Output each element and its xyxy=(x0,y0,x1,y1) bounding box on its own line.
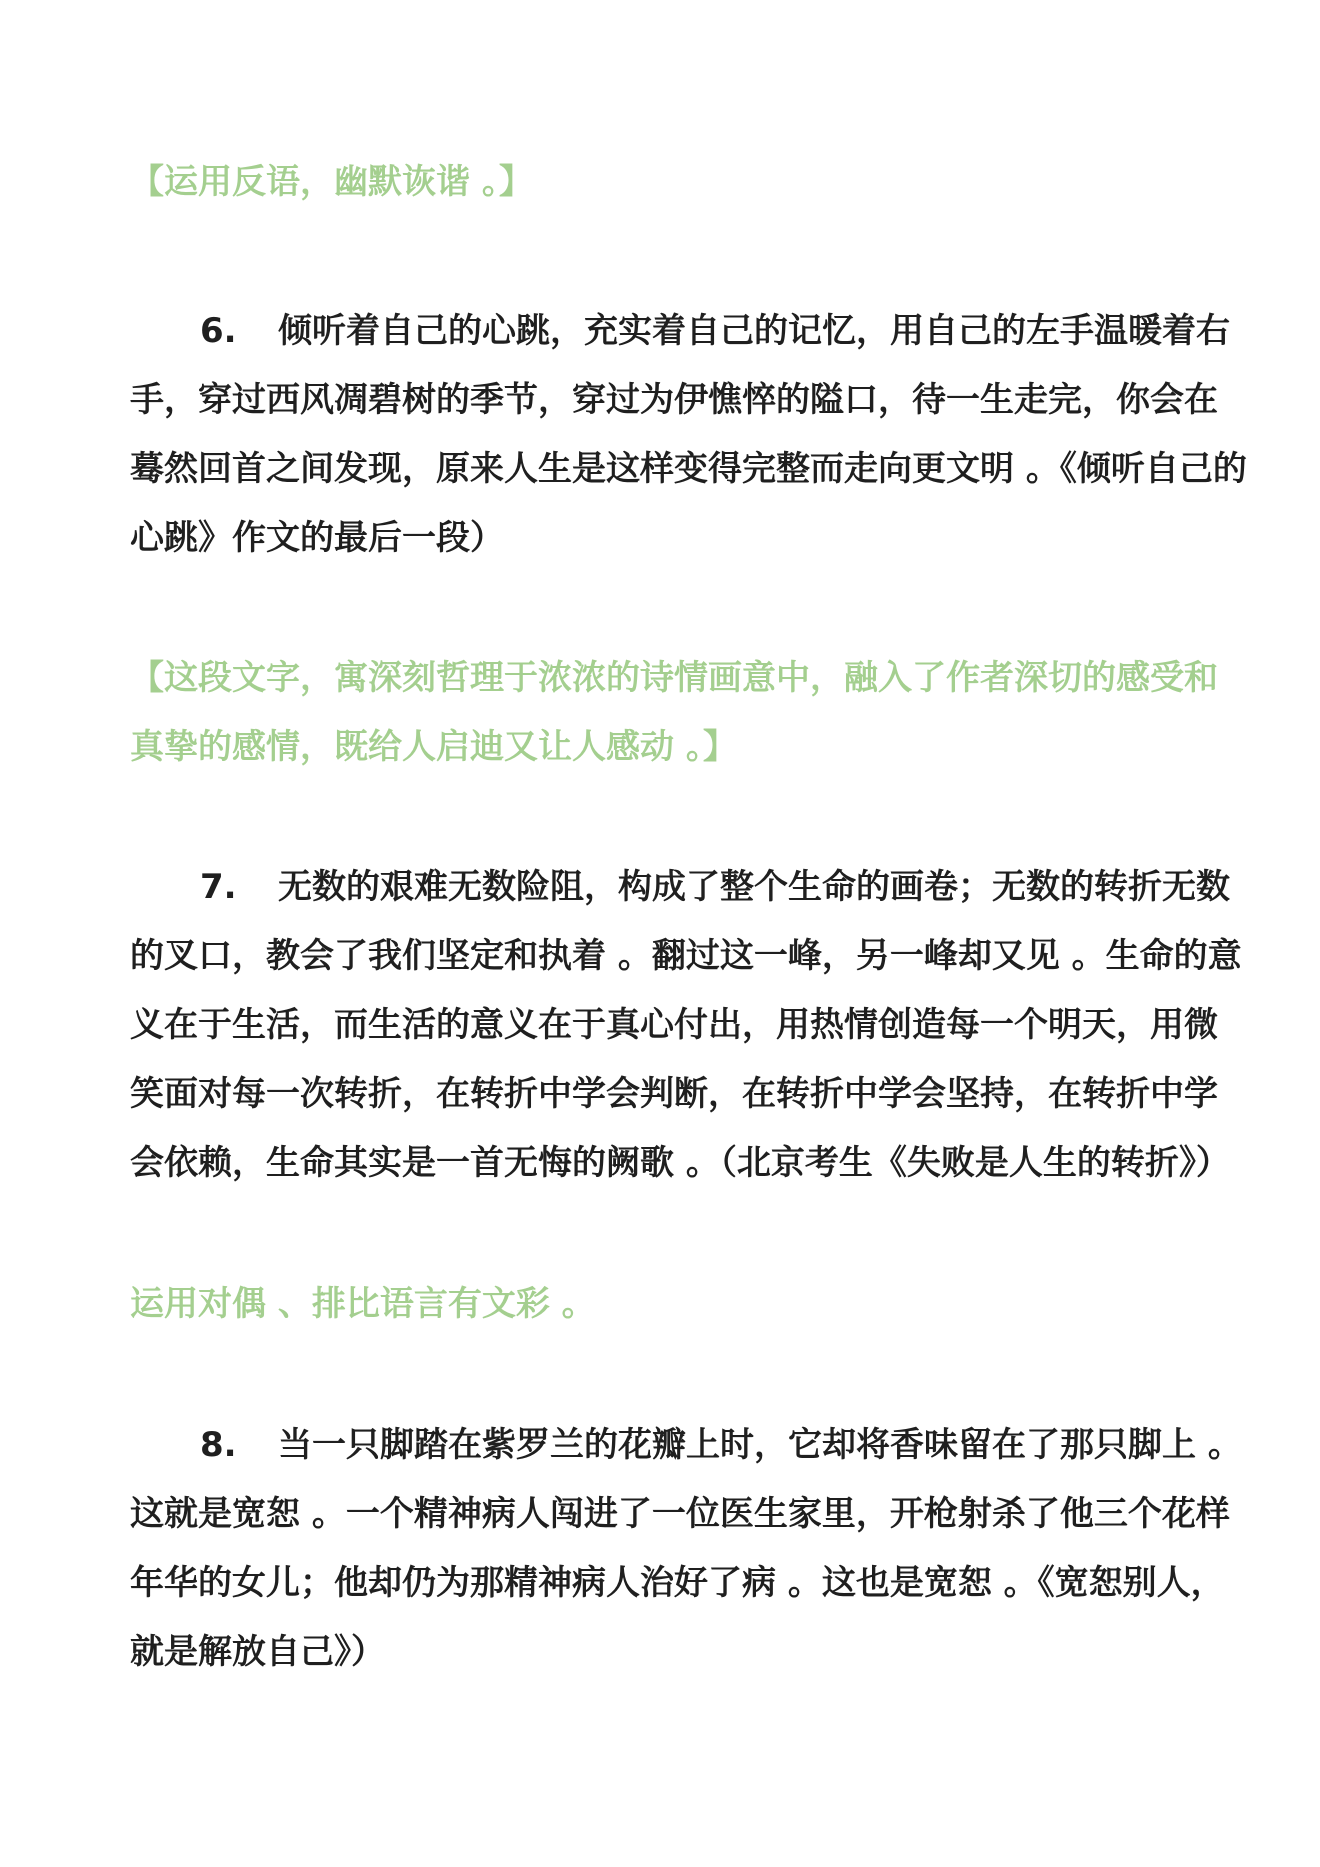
comment-philosophy-poetic: 【这段文字，寓深刻哲理于浓浓的诗情画意中，融入了作者深切的感受和真挚的感情，既给人启迪又让人感动 。】 xyxy=(130,658,1218,767)
paragraph-text: 倾听着自己的心跳，充实着自己的记忆，用自己的左手温暖着右手，穿过西风凋碧树的季节，穿过为伊憔悴的隘口，待一生走完，你会在蓦然回首之间发现，原来人生是这样变得完整而走向更文明 。《倾听自己的心跳》作文的最后一段） xyxy=(130,311,1247,558)
paragraph-7 xyxy=(130,853,1250,1198)
paragraph-6 xyxy=(130,297,1250,573)
paragraph-text: 无数的艰难无数险阻，构成了整个生命的画卷；无数的转折无数的叉口，教会了我们坚定和执着 。翻过这一峰，另一峰却又见 。生命的意义在于生活，而生活的意义在于真心付出，用热情创造每一个明天，用微笑面对每一次转折，在转折中学会判断，在转折中学会坚持，在转折中学会依赖，生命其实是一首无悔的阙歌 。（北京考生《失败是人生的转折》） xyxy=(130,867,1242,1183)
comment-antithesis-parallelism: 运用对偶 、排比语言有文彩 。 xyxy=(130,1284,596,1324)
paragraph-text: 当一只脚踏在紫罗兰的花瓣上时，它却将香味留在了那只脚上 。这就是宽恕 。一个精神病人闯进了一位医生家里，开枪射杀了他三个花样年华的女儿；他却仍为那精神病人治好了病 。这也是宽恕 。《宽恕别人，就是解放自己》） xyxy=(130,1425,1242,1672)
paragraph-number: 6. xyxy=(200,311,237,351)
paragraph-number: 7. xyxy=(200,867,237,907)
paragraph-number: 8. xyxy=(200,1425,237,1465)
comment-rhetoric-irony: 【运用反语，幽默诙谐 。】 xyxy=(130,162,533,202)
paragraph-8 xyxy=(130,1411,1250,1687)
